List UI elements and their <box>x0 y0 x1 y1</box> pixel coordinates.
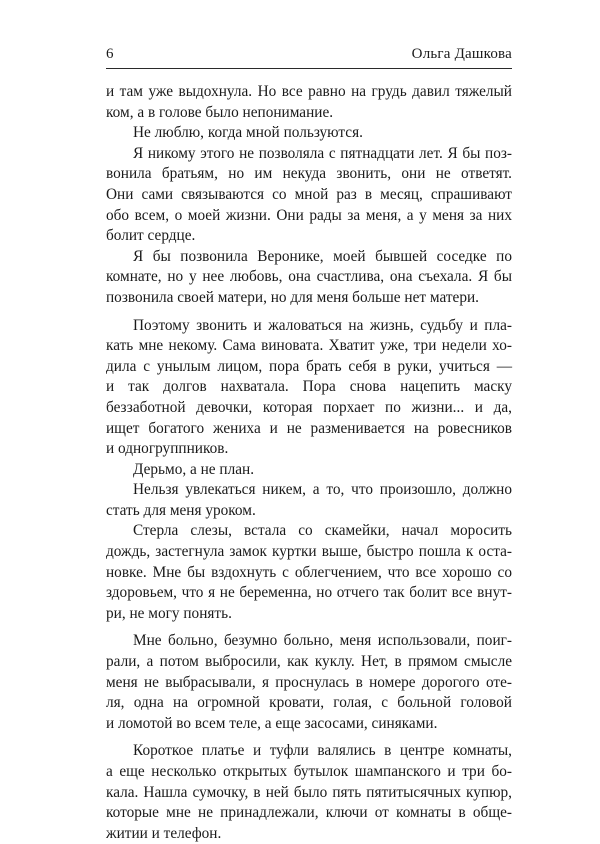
text-line: которые мне не принадлежали, ключи от комнаты в обще- <box>106 804 512 822</box>
running-title: Ольга Дашкова <box>411 46 512 62</box>
text-line: стать для меня уроком. <box>106 501 256 519</box>
text-line: ком, а в голове было непонимание. <box>106 103 334 121</box>
paragraph <box>106 316 512 460</box>
text-line: кать мне некому. Сама виновата. Хватит уже, три недели хо- <box>106 337 512 355</box>
text-line: вонила братьям, но им некуда звонить, они не ответят. <box>106 165 512 183</box>
text-line: Не люблю, когда мной пользуются. <box>133 124 363 142</box>
paragraph <box>106 521 512 624</box>
text-line: Короткое платье и туфли валялись в центре комнаты, <box>133 742 512 760</box>
text-line: обо всем, о моей жизни. Они рады за меня, а у меня за них <box>106 206 512 224</box>
page-number: 6 <box>106 46 114 62</box>
text-line: Поэтому звонить и жаловаться на жизнь, судьбу и пла- <box>133 316 512 334</box>
paragraph <box>106 144 512 247</box>
text-line: Дерьмо, а не план. <box>133 460 255 478</box>
text-line: и там уже выдохнула. Но все равно на грудь давил тяжелый <box>106 83 512 100</box>
text-line: и так долгов нахватала. Пора снова нацепить маску <box>106 378 512 396</box>
text-line: беззаботной девочки, которая порхает по жизни... и да, <box>106 398 512 416</box>
text-line: комнате, но у нее любовь, она счастлива, она съехала. Я бы <box>106 268 512 286</box>
body-text <box>106 82 512 844</box>
text-line: Нельзя увлекаться никем, а то, что произошло, должно <box>133 481 512 499</box>
text-line: кала. Нашла сумочку, в ней было пять пятитысячных купюр, <box>106 783 512 801</box>
text-line: ри, не могу понять. <box>106 604 232 622</box>
text-line: Я никому этого не позволяла с пятнадцати лет. Я бы поз- <box>133 144 512 162</box>
text-line: Я бы позвонила Веронике, моей бывшей соседке по <box>133 247 512 265</box>
text-line: новке. Мне бы вздохнуть с облегчением, что все хорошо со <box>106 563 512 581</box>
page-header <box>106 42 512 69</box>
text-line: ля, одна на огромной кровати, голая, с больной головой <box>106 694 512 712</box>
text-line: Они сами связываются со мной раз в месяц, спрашивают <box>106 185 512 203</box>
text-line: позвонила своей матери, но для меня больше нет матери. <box>106 288 480 306</box>
paragraph <box>106 247 512 309</box>
paragraph <box>106 741 512 844</box>
text-line: рали, а потом выбросили, как куклу. Нет, в прямом смысле <box>106 653 512 671</box>
text-line: Стерла слезы, встала со скамейки, начал моросить <box>133 522 512 540</box>
text-line: ищет богатого жениха и не разменивается на ровесников <box>106 419 512 437</box>
text-line: меня не выбрасывали, я проснулась в номере дорогого оте- <box>106 673 512 691</box>
text-line: дождь, застегнула замок куртки выше, быстро пошла к оста- <box>106 543 512 561</box>
text-line: а еще несколько открытых бутылок шампанского и три бо- <box>106 763 512 780</box>
text-line: здоровьем, что я не беременна, но отчего так болит все внут- <box>106 584 512 602</box>
text-line: дила с унылым лицом, пора брать себя в руки, учиться — <box>106 357 512 375</box>
text-line: болит сердце. <box>106 227 196 245</box>
paragraph <box>106 631 512 734</box>
text-line: житии и телефон. <box>106 824 222 842</box>
text-line: и одногруппников. <box>106 440 229 458</box>
text-line: и ломотой во всем теле, а еще засосами, синяками. <box>106 714 438 732</box>
paragraph <box>106 82 512 123</box>
paragraph <box>106 123 512 144</box>
text-line: Мне больно, безумно больно, меня использовали, поиг- <box>133 632 512 650</box>
paragraph <box>106 460 512 481</box>
paragraph <box>106 480 512 521</box>
